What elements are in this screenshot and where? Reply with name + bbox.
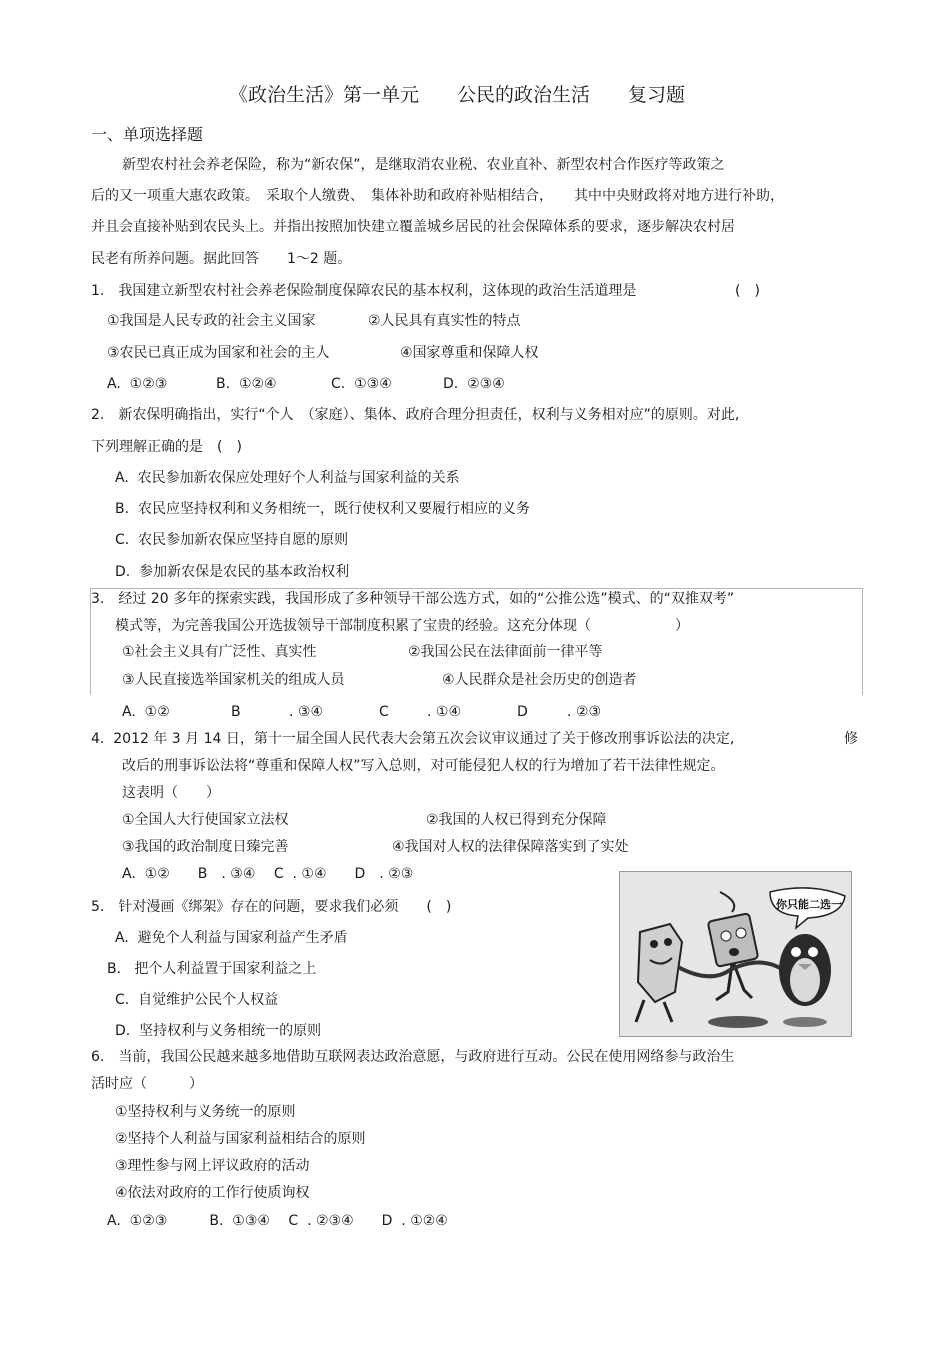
q3-choice-b-value: . ③④ [289, 704, 324, 720]
intro-line-3: 并且会直接补贴到农民头上。并指出按照加快建立覆盖城乡居民的社会保障体系的要求，逐步解决农村居 [91, 219, 735, 235]
q6-option-1: ①坚持权利与义务统一的原则 [115, 1104, 296, 1120]
q3-choice-b-letter: B [231, 704, 241, 720]
q5-stem: 5. 针对漫画《绑架》存在的问题，要求我们必须 ( ) [91, 899, 452, 915]
q3-option-2: ②我国公民在法律面前一律平等 [408, 644, 603, 660]
q3-choice-c-letter: C [379, 704, 389, 720]
q1-option-2: ②人民具有真实性的特点 [368, 313, 521, 329]
q2-choice-a: A. 农民参加新农保应处理好个人利益与国家利益的关系 [115, 470, 460, 486]
q6-stem-line-1: 6. 当前，我国公民越来越多地借助互联网表达政治意愿，与政府进行互动。公民在使用网络参与政治生 [91, 1049, 735, 1065]
q2-stem-line-2: 下列理解正确的是 ( ) [91, 439, 242, 455]
q3-choice-d-value: . ②③ [567, 704, 602, 720]
q6-option-4: ④依法对政府的工作行使质询权 [115, 1185, 310, 1201]
q3-option-1: ①社会主义具有广泛性、真实性 [122, 644, 317, 660]
q3-stem-line-1: 3. 经过 20 多年的探索实践，我国形成了多种领导干部公选方式，如的“公推公选”模式、的“双推双考” [91, 591, 735, 607]
q4-stem-line-1-end: 修 [844, 731, 858, 747]
q6-option-2: ②坚持个人利益与国家利益相结合的原则 [115, 1131, 366, 1147]
q2-choice-d: D. 参加新农保是农民的基本政治权利 [115, 564, 350, 580]
q1-option-1: ①我国是人民专政的社会主义国家 [107, 313, 316, 329]
cartoon-drawing [620, 872, 851, 1036]
intro-line-2: 后的又一项重大惠农政策。 采取个人缴费、 集体补助和政府补贴相结合， 其中中央财政将对地方进行补助， [91, 188, 784, 204]
q4-choices: A. ①② B . ③④ C . ①④ D . ②③ [122, 866, 414, 882]
intro-line-4: 民老有所养问题。据此回答 1～2 题。 [91, 251, 352, 267]
q5-choice-d: D. 坚持权利与义务相统一的原则 [115, 1023, 322, 1039]
q4-stem-line-1: 4. 2012 年 3 月 14 日，第十一届全国人民代表大会第五次会议审议通过了关于修改刑事诉讼法的决定, [91, 731, 735, 747]
q3-choice-c-value: . ①④ [427, 704, 462, 720]
q3-option-3: ③人民直接选举国家机关的组成人员 [122, 672, 345, 688]
q4-stem-line-3: 这表明（ ） [122, 785, 220, 801]
cartoon-caption: 你只能二选一 [776, 898, 842, 911]
q1-choice-a: A. ①②③ [107, 376, 168, 392]
q5-choice-b: B. 把个人利益置于国家利益之上 [107, 961, 317, 977]
section-heading: 一、单项选择题 [91, 125, 204, 144]
q3-stem-line-2: 模式等，为完善我国公开选拔领导干部制度积累了宝贵的经验。这充分体现（ ） [115, 618, 689, 634]
kidnapping-cartoon-image [619, 871, 852, 1037]
q4-stem-line-2: 改后的刑事诉讼法将“尊重和保障人权”写入总则，对可能侵犯人权的行为增加了若干法律性规定。 [122, 758, 725, 774]
q6-option-3: ③理性参与网上评议政府的活动 [115, 1158, 310, 1174]
q4-option-2: ②我国的人权已得到充分保障 [426, 812, 607, 828]
q3-choice-d-letter: D [517, 704, 528, 720]
q5-choice-a: A. 避免个人利益与国家利益产生矛盾 [115, 930, 348, 946]
q1-option-4: ④国家尊重和保障人权 [400, 345, 539, 361]
q2-choice-c: C. 农民参加新农保应坚持自愿的原则 [115, 532, 349, 548]
q1-choice-c: C. ①③④ [331, 376, 392, 392]
q1-option-3: ③农民已真正成为国家和社会的主人 [107, 345, 330, 361]
q4-option-3: ③我国的政治制度日臻完善 [122, 839, 289, 855]
q3-choice-a: A. ①② [122, 704, 170, 720]
q6-stem-line-2: 活时应（ ） [91, 1076, 203, 1092]
q3-option-4: ④人民群众是社会历史的创造者 [442, 672, 637, 688]
q1-stem: 1. 我国建立新型农村社会养老保险制度保障农民的基本权利，这体现的政治生活道理是 [91, 283, 637, 299]
intro-line-1: 新型农村社会养老保险，称为“新农保”，是继取消农业税、农业直补、新型农村合作医疗等政策之 [122, 157, 725, 173]
q1-answer-paren: ( ) [735, 283, 760, 299]
q4-option-4: ④我国对人权的法律保障落实到了实处 [392, 839, 629, 855]
q2-choice-b: B. 农民应坚持权利和义务相统一，既行使权利又要履行相应的义务 [115, 501, 530, 517]
q4-option-1: ①全国人大行使国家立法权 [122, 812, 289, 828]
q1-choice-b: B. ①②④ [216, 376, 277, 392]
q1-choice-d: D. ②③④ [443, 376, 505, 392]
q6-choices: A. ①②③ B. ①③④ C . ②③④ D . ①②④ [107, 1213, 448, 1229]
q2-stem-line-1: 2. 新农保明确指出，实行“个人 （家庭）、集体、政府合理分担责任，权利与义务相对应”的原则。对此, [91, 407, 740, 423]
page-title: 《政治生活》第一单元 公民的政治生活 复习题 [229, 84, 686, 106]
q5-choice-c: C. 自觉维护公民个人权益 [115, 992, 279, 1008]
